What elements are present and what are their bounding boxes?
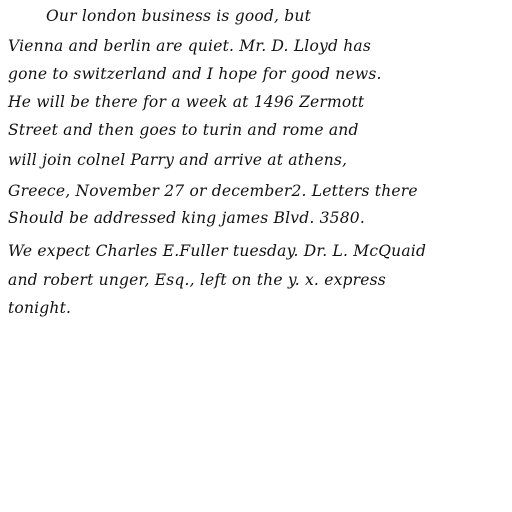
text-line: gone to switzerland and I hope for good news.	[8, 65, 382, 83]
text-line: Our london business is good, but	[46, 7, 312, 25]
text-line: Vienna and berlin are quiet. Mr. D. Lloyd has	[8, 37, 371, 55]
text-line: Street and then goes to turin and rome and	[8, 121, 359, 139]
text-line: tonight.	[8, 299, 72, 317]
text-line: will join colnel Parry and arrive at athens,	[8, 151, 348, 169]
text-line: Greece, November 27 or december2. Letters there	[8, 182, 418, 200]
text-line: We expect Charles E.Fuller tuesday. Dr. L. McQuaid	[8, 242, 427, 260]
text-line: Should be addressed king james Blvd. 3580.	[8, 209, 365, 227]
text-line: He will be there for a week at 1496 Zermott	[8, 93, 365, 111]
text-line: and robert unger, Esq., left on the y. x. express	[8, 271, 386, 289]
